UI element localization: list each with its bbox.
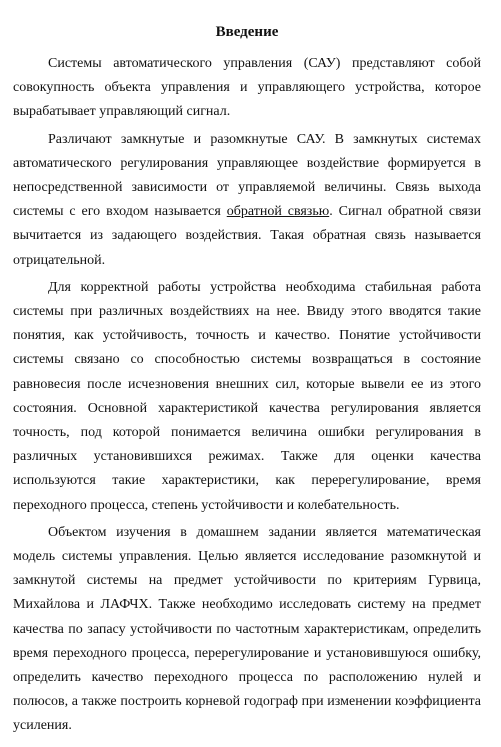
paragraph-text-before: Различают замкнутые и разомкнутые САУ. В замкнутых системах автоматического регулирования управляющее воздействие формируется в непосредственной зависимости от управляемой величины. Связь выхода системы с его входом называется [13, 131, 481, 220]
document-page [13, 22, 481, 742]
paragraph-objective: Объектом изучения в домашнем задании является математическая модель системы управления. Целью является исследование разомкнутой и замкнутой системы на предмет устойчивости по критериям Гурвица, Михайлова и ЛАФЧХ. Также необходимо исследовать систему на предмет качества по запасу устойчивости по частотным характеристикам, определить время переходного процесса, перерегулирование и установившуюся ошибку, определить качество переходного процесса по расположению нулей и полюсов, а также построить корневой годограф при изменении коэффициента усиления. [13, 524, 481, 734]
feedback-term: обратной связью [226, 204, 330, 220]
paragraph-stability: Для корректной работы устройства необходима стабильная работа системы при различных воздействиях на нее. Ввиду этого вводятся такие понятия, как устойчивость, точность и качество. Понятие устойчивости системы связано со способностью системы возвращаться в состояние равновесия после исчезновения внешних сил, которые вывели ее из этого состояния. Основной характеристикой качества регулирования является точность, под которой понимается величина ошибки регулирования в различных установившихся режимах. Также для оценки качества используются такие характеристики, как перерегулирование, время переходного процесса, степень устойчивости и колебательность. [13, 279, 481, 513]
page-title: Введение [215, 24, 279, 40]
paragraph-definition: Системы автоматического управления (САУ) представляют собой совокупность объекта управления и управляющего устройства, которое вырабатывает управляющий сигнал. [13, 56, 481, 120]
paragraph-text-after: . Сигнал обратной связи вычитается из задающего воздействия. Такая обратная связь называется отрицательной. [13, 204, 481, 268]
paragraph-closed-open-systems [13, 128, 481, 273]
